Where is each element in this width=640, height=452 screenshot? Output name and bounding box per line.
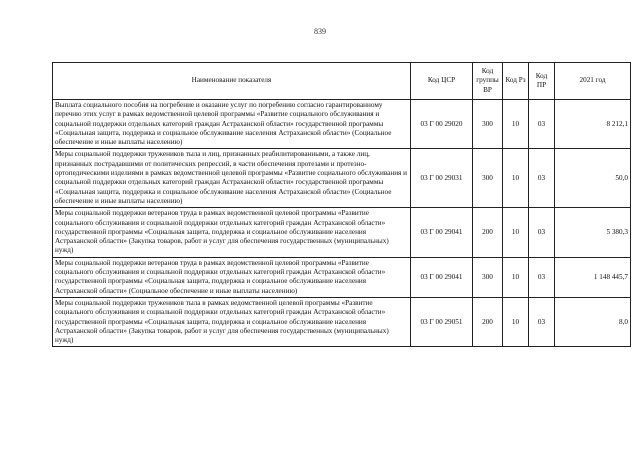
row-vr: 200 — [473, 297, 503, 346]
header-year: 2021 год — [555, 63, 631, 100]
table-row — [53, 149, 631, 208]
row-rz: 10 — [503, 208, 529, 257]
table-row — [53, 257, 631, 297]
page-number: 839 — [314, 27, 326, 36]
row-csr: 03 Г 00 29051 — [411, 297, 473, 346]
row-rz: 10 — [503, 100, 529, 149]
row-vr: 300 — [473, 100, 503, 149]
table-header-row — [53, 63, 631, 100]
row-amount: 1 148 445,7 — [555, 257, 631, 297]
budget-table — [52, 62, 631, 347]
row-pr: 03 — [529, 257, 555, 297]
row-csr: 03 Г 00 29041 — [411, 208, 473, 257]
header-pr: Код ПР — [529, 63, 555, 100]
row-vr: 200 — [473, 208, 503, 257]
row-vr: 300 — [473, 149, 503, 208]
table-row — [53, 208, 631, 257]
header-name: Наименование показателя — [53, 63, 411, 100]
row-amount: 50,0 — [555, 149, 631, 208]
row-csr: 03 Г 00 29031 — [411, 149, 473, 208]
table-row — [53, 100, 631, 149]
row-name: Меры социальной поддержки ветеранов труда в рамках ведомственной целевой программы «Развитие социального обслуживания и социальной поддержки отдельных категорий граждан Астраханской области» государственной программы «Социальная защита, поддержка и социальное обслуживание населения Астраханской области» (Социальное обеспечение и иные выплаты населению) — [53, 257, 411, 297]
header-vr: Код группы ВР — [473, 63, 503, 100]
row-amount: 5 380,3 — [555, 208, 631, 257]
table-row — [53, 297, 631, 346]
row-csr: 03 Г 00 29020 — [411, 100, 473, 149]
row-amount: 8,0 — [555, 297, 631, 346]
row-pr: 03 — [529, 149, 555, 208]
row-name: Выплата социального пособия на погребение и оказание услуг по погребению согласно гарантированному перечню этих услуг в рамках ведомственной целевой программы «Развитие социального обслуживания и социальной поддержки отдельных категорий граждан Астраханской области» государственной программы «Социальная защита, поддержка и социальное обслуживание населения Астраханской области» (Социальное обеспечение и иные выплаты населению) — [53, 100, 411, 149]
row-pr: 03 — [529, 297, 555, 346]
row-name: Меры социальной поддержки тружеников тыла и лиц, признанных реабилитированными, а также лиц, признанных пострадавшими от политических репрессий, в части обеспечения протезами и протезно-ортопедическими изделиями в рамках ведомственной целевой программы «Развитие социального обслуживания и социальной поддержки отдельных категорий граждан Астраханской области» государственной программы «Социальная защита, поддержка и социальное обслуживание населения Астраханской области» (Социальное обеспечение и иные выплаты населению) — [53, 149, 411, 208]
row-name: Меры социальной поддержки тружеников тыла в рамках ведомственной целевой программы «Развитие социального обслуживания и социальной поддержки отдельных категорий граждан Астраханской области» государственной программы «Социальная защита, поддержка и социальное обслуживание населения Астраханской области» (Закупка товаров, работ и услуг для обеспечения государственных (муниципальных) нужд) — [53, 297, 411, 346]
row-rz: 10 — [503, 297, 529, 346]
row-amount: 8 212,1 — [555, 100, 631, 149]
row-name: Меры социальной поддержки ветеранов труда в рамках ведомственной целевой программы «Развитие социального обслуживания и социальной поддержки отдельных категорий граждан Астраханской области» государственной программы «Социальная защита, поддержка и социальное обслуживание населения Астраханской области» (Закупка товаров, работ и услуг для обеспечения государственных (муниципальных) нужд) — [53, 208, 411, 257]
header-csr: Код ЦСР — [411, 63, 473, 100]
row-csr: 03 Г 00 29041 — [411, 257, 473, 297]
row-pr: 03 — [529, 100, 555, 149]
row-pr: 03 — [529, 208, 555, 257]
row-vr: 300 — [473, 257, 503, 297]
header-rz: Код Рз — [503, 63, 529, 100]
row-rz: 10 — [503, 257, 529, 297]
row-rz: 10 — [503, 149, 529, 208]
